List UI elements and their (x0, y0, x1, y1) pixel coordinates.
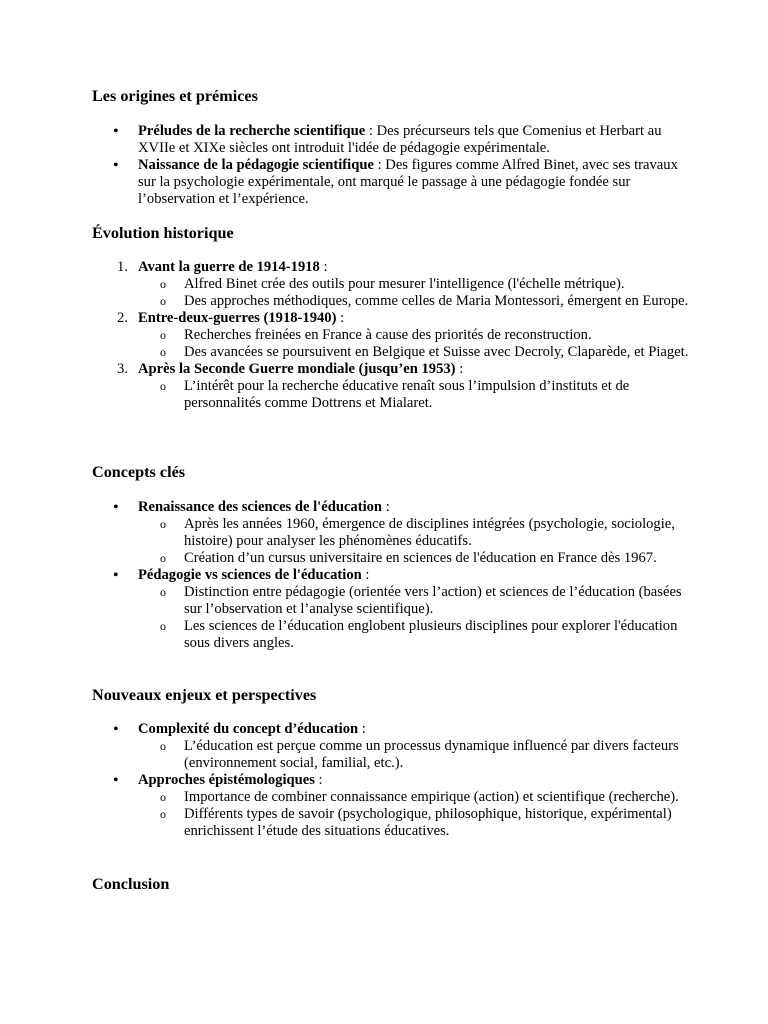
item-text: : (361, 567, 370, 583)
sub-item-text: Importance de combiner connaissance empirique (action) et scientifique (recherche). (184, 789, 679, 805)
item-text: : Des figures comme Alfred Binet, avec ses travaux sur la psychologie expérimentale, ont marqué le passage à une pédagogie fondée sur l’observation et l’expérience. (138, 157, 678, 207)
sub-bullet-marker: o (160, 328, 166, 342)
section-heading-concepts: Concepts clés (92, 463, 186, 481)
item-text: : (319, 259, 328, 275)
sub-bullet-marker: o (160, 277, 166, 291)
sub-list-item (138, 584, 692, 618)
item-bold-label: Avant la guerre de 1914-1918 (138, 259, 320, 275)
sub-list-item (138, 618, 692, 652)
sub-list-item (138, 550, 692, 567)
section-heading-conclusion: Conclusion (92, 875, 170, 893)
sub-bullet-marker: o (160, 790, 166, 804)
sub-item-text: Alfred Binet crée des outils pour mesurer l'intelligence (l'échelle métrique). (184, 276, 625, 292)
sub-list-item (138, 738, 692, 772)
section-concepts-list (92, 499, 692, 652)
bullet-marker: • (113, 567, 119, 584)
list-item (92, 772, 692, 840)
sub-item-text: L’éducation est perçue comme un processus dynamique influencé par divers facteurs (environnement social, familial, etc.). (184, 738, 679, 771)
sub-item-text: Distinction entre pédagogie (orientée vers l’action) et sciences de l’éducation (basées sur l’observation et l’analyse scientifique). (184, 584, 682, 617)
sub-item-text: Des approches méthodiques, comme celles de Maria Montessori, émergent en Europe. (184, 293, 689, 309)
item-text: : (455, 361, 464, 377)
sub-bullet-marker: o (160, 294, 166, 308)
bullet-marker: • (113, 721, 119, 738)
section-heading-origines: Les origines et prémices (92, 87, 258, 105)
item-bold-label: Naissance de la pédagogie scientifique (138, 157, 374, 173)
section-heading-enjeux: Nouveaux enjeux et perspectives (92, 686, 317, 704)
sub-item-text: Des avancées se poursuivent en Belgique et Suisse avec Decroly, Claparède, et Piaget. (184, 344, 689, 360)
sub-item-text: Recherches freinées en France à cause des priorités de reconstruction. (184, 327, 592, 343)
item-text: : (336, 310, 345, 326)
item-text: : Des précurseurs tels que Comenius et Herbart au XVIIe et XIXe siècles ont introduit l'idée de pédagogie expérimentale. (138, 123, 662, 156)
sub-bullet-marker: o (160, 619, 166, 633)
section-evolution-list (92, 259, 692, 412)
sub-bullet-marker: o (160, 551, 166, 565)
list-item (92, 499, 692, 567)
number-marker: 2. (117, 310, 128, 326)
item-bold-label: Complexité du concept d’éducation (138, 721, 359, 737)
list-item (92, 157, 692, 208)
sub-bullet-marker: o (160, 807, 166, 821)
sub-item-text: Après les années 1960, émergence de disciplines intégrées (psychologie, sociologie, histoire) pour analyser les phénomènes éducatifs. (184, 516, 675, 549)
sub-bullet-marker: o (160, 739, 166, 753)
sub-bullet-marker: o (160, 379, 166, 393)
sub-list-item (138, 327, 692, 344)
bullet-marker: • (113, 157, 119, 174)
number-marker: 1. (117, 259, 128, 275)
item-bold-label: Pédagogie vs sciences de l'éducation (138, 567, 362, 583)
item-text: : (314, 772, 323, 788)
item-text: : (358, 721, 366, 737)
sub-list-item (138, 293, 692, 310)
list-item (92, 361, 692, 412)
sub-bullet-marker: o (160, 517, 166, 531)
sub-bullet-marker: o (160, 345, 166, 359)
sub-list-item (138, 806, 692, 840)
sub-list-item (138, 789, 692, 806)
sub-item-text: Les sciences de l’éducation englobent plusieurs disciplines pour explorer l'éducation sous divers angles. (184, 618, 678, 651)
list-item (92, 721, 692, 772)
sub-list-item (138, 378, 692, 412)
list-item (92, 567, 692, 652)
sub-list-item (138, 344, 692, 361)
item-bold-label: Renaissance des sciences de l'éducation (138, 499, 383, 515)
sub-bullet-marker: o (160, 585, 166, 599)
item-bold-label: Entre-deux-guerres (1918-1940) (138, 310, 337, 326)
section-enjeux-list (92, 721, 692, 840)
section-origines-list (92, 123, 692, 208)
item-bold-label: Après la Seconde Guerre mondiale (jusqu’en 1953) (138, 361, 456, 377)
sub-list-item (138, 276, 692, 293)
list-item (92, 123, 692, 157)
bullet-marker: • (113, 123, 119, 140)
section-heading-evolution: Évolution historique (92, 224, 234, 242)
bullet-marker: • (113, 499, 119, 516)
sub-item-text: L’intérêt pour la recherche éducative renaît sous l’impulsion d’instituts et de personnalités comme Dottrens et Mialaret. (184, 378, 630, 411)
sub-item-text: Création d’un cursus universitaire en sciences de l'éducation en France dès 1967. (184, 550, 657, 566)
sub-item-text: Différents types de savoir (psychologique, philosophique, historique, expérimental) enrichissent l’étude des situations éducatives. (184, 806, 672, 839)
sub-list-item (138, 516, 692, 550)
list-item (92, 310, 692, 361)
item-bold-label: Approches épistémologiques (138, 772, 315, 788)
bullet-marker: • (113, 772, 119, 789)
item-bold-label: Préludes de la recherche scientifique (138, 123, 366, 139)
list-item (92, 259, 692, 310)
number-marker: 3. (117, 361, 128, 377)
item-text: : (382, 499, 390, 515)
